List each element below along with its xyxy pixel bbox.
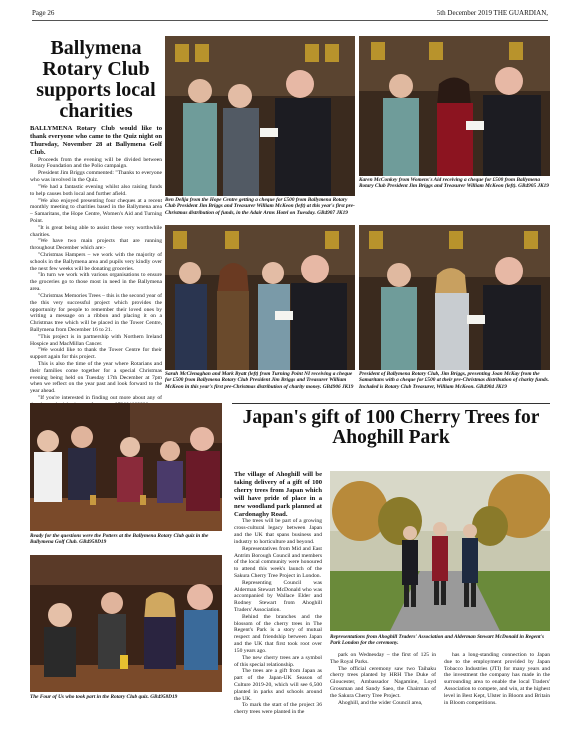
rotary-lead: BALLYMENA Rotary Club would like to thank everyone who came to the Quiz night on Thursday, November 28 at Ballymena Golf Club. [30, 125, 162, 156]
japan-col1-paragraph: The new cherry trees are a symbol of this special relationship. [234, 654, 322, 668]
caption-four-of-us-quiz: The Four of Us who took part in the Rotary Club quiz. GB4958D19 [30, 694, 178, 700]
caption-womens-aid: Karen McConkey from Womens's Aid receiving a cheque for £500 from Ballymena Rotary Club President Jim Briggs and Treasurer William McKeon (left). GB4905 JK19 [359, 177, 549, 190]
rotary-paragraphs-paragraph: "We would like to thank the Tower Centre for their support again for this project. [30, 347, 162, 361]
page-header [32, 8, 548, 21]
rotary-paragraphs-paragraph: "Christmas Hampers – we work with the majority of schools in the Ballymena area and pupils very kindly over the next few weeks will be donating groceries. [30, 252, 162, 272]
japan-col1-paragraph: The trees will be part of a growing cross-cultural legacy between Japan and the UK that spans business and industry to horticulture and beyond. [234, 518, 322, 545]
caption-regents-park: Representations from Ahoghill Traders' Association and Alderman Stewart McDonald in Regent's Park London for the ceremony. [330, 634, 545, 647]
japan-col3-paragraph: has a long-standing connection to Japan due to the employment provided by Japan Tobacco Industries (JTI) for many years and the investment the company has made in the surrounding area to enable the local Traders' Association to compete, and win, at the highest level in Best Kept, Ulster in Bloom and Britain in Bloom competitions. [444, 652, 550, 706]
photo-hope-centre [165, 36, 355, 196]
japan-col1-paragraph: Representing Council was Alderman Stewart McDonald who was accompanied by Wallace Elder and Rodney Stewart from Ahoghill Traders' Association. [234, 579, 322, 613]
japan-column-1 [234, 471, 322, 716]
japan-column-2 [330, 652, 436, 707]
photo-four-of-us-quiz [30, 555, 222, 692]
rotary-paragraphs-paragraph: "This project is in partnership with Northern Ireland Hospice and MacMillan Cancer. [30, 333, 162, 347]
japan-col1-paragraph: To mark the start of the project 36 cherry trees were planted in the [234, 702, 322, 716]
japan-col1-paragraph: Representatives from Mid and East Antrim Borough Council and members of the local community were honoured to attend this week's launch of the Sakura Cherry Tree Project in London. [234, 545, 322, 579]
rotary-paragraphs-paragraph: "We had a fantastic evening whilst also raising funds to help causes both local and further afield. [30, 183, 162, 197]
photo-turning-point [165, 225, 355, 370]
japan-col1-paragraphs [234, 518, 322, 716]
japan-col1-paragraph: The trees are a gift from Japan as part of the Japan-UK Season of Culture 2019-20, which will see 6,500 planted in parks and schools around the UK. [234, 668, 322, 702]
japan-col2-paragraph: Ahoghill, and the wider Council area, [338, 699, 423, 706]
japan-column-3 [444, 652, 550, 707]
caption-hope-centre: Ben Delija from the Hope Centre getting a cheque for £500 from Ballymena Rotary Club President Jim Briggs and Treasurer William McKeon (left) at this year's first pre-Christmas distribution of funds, in the Adair Arms Hotel on Tuesday. GB4907 JK19 [165, 197, 355, 216]
rotary-paragraphs-paragraph: This is also the time of the year where Rotarians and their families come together for a special Christmas evening being held on Tuesday 17th December at 7pm when we reflect on the year past and look forward to the year ahead. [30, 361, 162, 395]
publication-date: 5th December 2019 THE GUARDIAN, [436, 9, 548, 17]
rotary-paragraphs-paragraph: Proceeds from the evening will be divided between Rotary Foundation and the Polio campaign. [30, 156, 162, 170]
rotary-paragraphs-paragraph: President Jim Briggs commented: "Thanks to everyone who was involved in the Quiz. [30, 170, 162, 184]
japan-col1-paragraph: Behind the branches and the blossom of the cherry trees in The Regent's Park is a story of mutual respect and friendship between Japan and the UK that first took root over 150 years ago. [234, 613, 322, 654]
caption-potters-quiz: Ready for the questions were the Potters at the Ballymena Rotary Club quiz in the Ballymena Golf Club. GB4958D19 [30, 533, 209, 546]
caption-turning-point: Sarah McClenaghan and Mark Byatt (left) from Turning Point NI receiving a cheque for £500 from Ballymena Rotary Club President Jim Briggs and Treasurer William McKeon in this year's first pre-Christmas distribution of charity money. GB4906 JK19 [165, 371, 354, 390]
rotary-paragraphs-paragraph: "In turn we work with various organisations to ensure the groceries go to those most in need in the Ballymena area. [30, 272, 162, 293]
section-divider [232, 403, 550, 404]
photo-potters-quiz [30, 403, 222, 531]
japan-lead: The village of Ahoghill will be taking delivery of a gift of 100 cherry trees from Japan which will have pride of place in a new woodland park planned at Cardonaghy Road. [234, 471, 322, 518]
rotary-paragraphs [30, 157, 162, 409]
page-number: Page 26 [32, 9, 55, 17]
rotary-paragraphs-paragraph: "It is great being able to assist these very worthwhile charities. [30, 224, 162, 238]
rotary-article [30, 125, 162, 409]
photo-womens-aid [359, 36, 550, 176]
photo-samaritans [359, 225, 550, 370]
rotary-paragraphs-paragraph: "We also enjoyed presenting four cheques at a recent monthly meeting to charities based in the Ballymena area – Samaritans, the Hope Centre, Women's Aid and Turning Point. [30, 197, 162, 224]
japan-col2-paragraph: park on Wednesday – the first of 125 in The Royal Parks. [330, 652, 436, 665]
caption-samaritans: President of Ballymena Rotary Club, Jim Briggs, presenting Joan McKay from the Samaritans with a cheque for £500 at their pre-Christmas distribution of charity funds. Included is Rotary Club Treasurer, William McKeon. GB4904 JK19 [359, 371, 549, 390]
rotary-headline: Ballymena Rotary Club supports local charities [36, 37, 156, 122]
rotary-paragraphs-paragraph: "Christmas Memories Trees – this is the second year of the this very successful project which provides the opportunity for people to remember their loved ones by writing a message on a ribbon and placing it on a Christmas tree which will be placed in the Tower Centre, Ballymena from December 16 to 21. [30, 292, 162, 333]
rotary-paragraphs-paragraph: "We have two main projects that are running throughout December which are:- [30, 238, 162, 252]
japan-headline: Japan's gift of 100 Cherry Trees for Ahoghill Park [242, 407, 540, 449]
rotary-paragraphs-paragraph: "If you're interested in finding out more about any of [38, 395, 162, 402]
photo-regents-park [330, 471, 550, 631]
japan-col2-paragraph: The official ceremony saw two Taihaku cherry trees planted by HRH The Duke of Gloucester, Ambassador Nagamine, Loyd Grossman and Sandy Saeo, the Chairman of the Sakura Cherry Tree Project. [330, 665, 436, 699]
